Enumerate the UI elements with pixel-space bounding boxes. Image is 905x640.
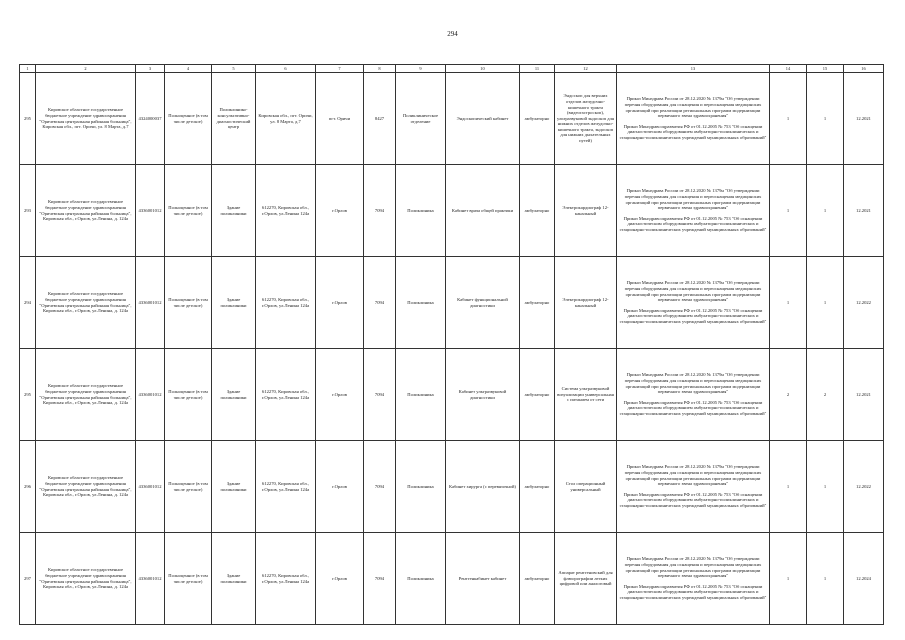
organization-cell: Кировское областное государственное бюджетное учреждение здравоохранения "Оричевская центральная районная больница", Кировская обл., г.Орлов, ул.Ленина, д. 124а	[36, 533, 136, 625]
column-number-header: 2	[36, 65, 136, 73]
quantity-cell: 1	[807, 257, 844, 349]
regulation-order-2: Приказ Минздравсоцразвития РФ от 01.12.2005 № 753 "Об оснащении диагностическим оборудованием амбулаторно-поликлинических и стационарно-поликлинических учреждений муниципальных образований"	[619, 215, 767, 232]
planned-quantity-cell: 1	[770, 533, 807, 625]
column-number-header: 15	[807, 65, 844, 73]
column-number-header: 4	[165, 65, 212, 73]
column-number-header: 1	[20, 65, 36, 73]
department-cell: Поликлиника	[396, 257, 446, 349]
column-number-header: 6	[256, 65, 316, 73]
column-number-header: 9	[396, 65, 446, 73]
room-cell: Эндоскопический кабинет	[446, 73, 520, 165]
address-cell: 612270, Кировская обл., г.Орлов, ул.Ленина 124а	[256, 349, 316, 441]
regulation-cell	[617, 257, 770, 349]
deadline-cell: 12.2021	[844, 165, 884, 257]
organization-cell: Кировское областное государственное бюджетное учреждение здравоохранения "Оричевская центральная районная больница", Кировская обл., г.Орлов, ул.Ленина, д. 124а	[36, 165, 136, 257]
regulation-order-2: Приказ Минздравсоцразвития РФ от 01.12.2005 № 753 "Об оснащении диагностическим оборудованием амбулаторно-поликлинических и стационарно-поликлинических учреждений муниципальных образований"	[619, 491, 767, 508]
building-cell: Здание поликлиники	[212, 441, 256, 533]
care-type-cell: амбулаторно	[520, 441, 555, 533]
planned-quantity-cell: 1	[770, 257, 807, 349]
planned-quantity-cell: 1	[770, 73, 807, 165]
regulation-cell	[617, 441, 770, 533]
equipment-cell: Стол операционный универсальный	[555, 441, 617, 533]
row-number: 297	[20, 533, 36, 625]
equipment-cell: Электрокардиограф 12-канальный	[555, 257, 617, 349]
row-number: 293	[20, 165, 36, 257]
table-row	[20, 73, 884, 165]
row-number: 296	[20, 441, 36, 533]
equipment-registry-table	[19, 64, 884, 625]
equipment-cell: Система ультразвуковой визуализации универсальная с питанием от сети	[555, 349, 617, 441]
quantity-cell: 2	[807, 349, 844, 441]
room-cell: Кабинет функциональной диагностики	[446, 257, 520, 349]
column-number-header: 5	[212, 65, 256, 73]
code-cell: 8427	[364, 73, 396, 165]
building-cell: Поликлинико-консультативно-диагностический центр	[212, 73, 256, 165]
care-type-cell: амбулаторно	[520, 349, 555, 441]
room-cell: Рентгенкабинет кабинет	[446, 533, 520, 625]
care-type-cell: амбулаторно	[520, 257, 555, 349]
table-row	[20, 165, 884, 257]
building-cell: Здание поликлиники	[212, 165, 256, 257]
building-cell: Здание поликлиники	[212, 533, 256, 625]
organization-cell: Кировское областное государственное бюджетное учреждение здравоохранения "Оричевская центральная районная больница", Кировская обл., г.Орлов, ул.Ленина, д. 124а	[36, 441, 136, 533]
department-cell: Поликлиника	[396, 349, 446, 441]
code-cell: 7094	[364, 441, 396, 533]
planned-quantity-cell: 1	[770, 165, 807, 257]
contingent-cell: Полноценное (в том числе детское)	[165, 533, 212, 625]
inn-cell: 4336001012	[136, 533, 165, 625]
room-cell: Кабинет ультразвуковой диагностики	[446, 349, 520, 441]
address-cell: 612270, Кировская обл., г.Орлов, ул.Ленина 124а	[256, 165, 316, 257]
address-cell: 612270, Кировская обл., г.Орлов, ул.Ленина 124а	[256, 533, 316, 625]
column-number-header: 12	[555, 65, 617, 73]
table-row	[20, 257, 884, 349]
equipment-cell: Аппарат рентгеновский для флюорографии легких цифровой или аналоговый	[555, 533, 617, 625]
regulation-cell	[617, 73, 770, 165]
department-cell: Поликлиника	[396, 533, 446, 625]
locality-cell: г.Орлов	[316, 533, 364, 625]
care-type-cell: амбулаторно	[520, 533, 555, 625]
column-number-header: 16	[844, 65, 884, 73]
organization-cell: Кировское областное государственное бюджетное учреждение здравоохранения "Оричевская центральная районная больница", Кировская обл., г.Орлов, ул.Ленина, д. 124а	[36, 257, 136, 349]
address-cell: Кировская обл., пгт. Оричи, ул. 8 Марта, д.7	[256, 73, 316, 165]
column-number-header: 11	[520, 65, 555, 73]
inn-cell: 4336001012	[136, 349, 165, 441]
contingent-cell: Полноценное (в том числе детское)	[165, 257, 212, 349]
code-cell: 7094	[364, 165, 396, 257]
regulation-order-2: Приказ Минздравсоцразвития РФ от 01.12.2005 № 753 "Об оснащении диагностическим оборудованием амбулаторно-поликлинических и стационарно-поликлинических учреждений муниципальных образований"	[619, 307, 767, 324]
locality-cell: пгт. Оричи	[316, 73, 364, 165]
room-cell: Кабинет хирурга (с перевязочной)	[446, 441, 520, 533]
quantity-cell: 1	[807, 441, 844, 533]
department-cell: Поликлиника	[396, 441, 446, 533]
column-number-header: 13	[617, 65, 770, 73]
table-row	[20, 441, 884, 533]
inn-cell: 4336001012	[136, 441, 165, 533]
column-number-header: 8	[364, 65, 396, 73]
regulation-order-1: Приказ Минздрава России от 28.12.2020 № 1379н "Об утверждении перечня оборудования для оснащения и переоснащения медицинских организаций при реализации региональных программ модернизации первичного звена здравоохранения"	[624, 280, 762, 303]
contingent-cell: Полноценное (в том числе детское)	[165, 441, 212, 533]
organization-cell: Кировское областное государственное бюджетное учреждение здравоохранения "Оричевская центральная районная больница", Кировская обл., пгт. Оричи, ул. 8 Марта, д.7	[36, 73, 136, 165]
page-number: 294	[447, 30, 458, 38]
regulation-cell	[617, 349, 770, 441]
contingent-cell: Полноценное (в том числе детское)	[165, 165, 212, 257]
department-cell: Поликлиника	[396, 165, 446, 257]
row-number: 295	[20, 349, 36, 441]
regulation-cell	[617, 533, 770, 625]
code-cell: 7094	[364, 349, 396, 441]
room-cell: Кабинет врача общей практики	[446, 165, 520, 257]
department-cell: Поликлиническое отделение	[396, 73, 446, 165]
care-type-cell: амбулаторно	[520, 73, 555, 165]
address-cell: 612270, Кировская обл., г.Орлов, ул.Ленина 124а	[256, 257, 316, 349]
regulation-order-1: Приказ Минздрава России от 28.12.2020 № 1379н "Об утверждении перечня оборудования для оснащения и переоснащения медицинских организаций при реализации региональных программ модернизации первичного звена здравоохранения"	[624, 556, 762, 579]
regulation-cell	[617, 165, 770, 257]
regulation-order-1: Приказ Минздрава России от 28.12.2020 № 1379н "Об утверждении перечня оборудования для оснащения и переоснащения медицинских организаций при реализации региональных программ модернизации первичного звена здравоохранения"	[624, 464, 762, 487]
column-number-header: 14	[770, 65, 807, 73]
deadline-cell: 12.2022	[844, 257, 884, 349]
inn-cell: 4324000037	[136, 73, 165, 165]
planned-quantity-cell: 2	[770, 349, 807, 441]
deadline-cell: 12.2021	[844, 73, 884, 165]
column-number-header: 10	[446, 65, 520, 73]
regulation-order-1: Приказ Минздрава России от 28.12.2020 № 1379н "Об утверждении перечня оборудования для оснащения и переоснащения медицинских организаций при реализации региональных программ модернизации первичного звена здравоохранения"	[624, 188, 762, 211]
code-cell: 7094	[364, 533, 396, 625]
inn-cell: 4336001012	[136, 257, 165, 349]
building-cell: Здание поликлиники	[212, 257, 256, 349]
locality-cell: г.Орлов	[316, 441, 364, 533]
address-cell: 612270, Кировская обл., г.Орлов, ул.Ленина 124а	[256, 441, 316, 533]
planned-quantity-cell: 1	[770, 441, 807, 533]
column-number-header: 3	[136, 65, 165, 73]
regulation-order-1: Приказ Минздрава России от 28.12.2020 № 1379н "Об утверждении перечня оборудования для оснащения и переоснащения медицинских организаций при реализации региональных программ модернизации первичного звена здравоохранения"	[624, 96, 762, 119]
deadline-cell: 12.2021	[844, 349, 884, 441]
quantity-cell: 1	[807, 165, 844, 257]
locality-cell: г.Орлов	[316, 257, 364, 349]
quantity-cell: 1	[807, 73, 844, 165]
organization-cell: Кировское областное государственное бюджетное учреждение здравоохранения "Оричевская центральная районная больница", Кировская обл., г.Орлов, ул.Ленина, д. 124а	[36, 349, 136, 441]
contingent-cell: Полноценное (в том числе детское)	[165, 73, 212, 165]
regulation-order-2: Приказ Минздравсоцразвития РФ от 01.12.2005 № 753 "Об оснащении диагностическим оборудованием амбулаторно-поликлинических и стационарно-поликлинических учреждений муниципальных образований"	[619, 123, 767, 140]
row-number: 295	[20, 73, 36, 165]
equipment-cell: Электрокардиограф 12-канальный	[555, 165, 617, 257]
table-row	[20, 533, 884, 625]
row-number: 294	[20, 257, 36, 349]
table-row	[20, 349, 884, 441]
deadline-cell: 12.2024	[844, 533, 884, 625]
deadline-cell: 12.2022	[844, 441, 884, 533]
quantity-cell: 1	[807, 533, 844, 625]
column-number-header: 7	[316, 65, 364, 73]
regulation-order-1: Приказ Минздрава России от 28.12.2020 № 1379н "Об утверждении перечня оборудования для оснащения и переоснащения медицинских организаций при реализации региональных программ модернизации первичного звена здравоохранения"	[624, 372, 762, 395]
locality-cell: г.Орлов	[316, 165, 364, 257]
contingent-cell: Полноценное (в том числе детское)	[165, 349, 212, 441]
building-cell: Здание поликлиники	[212, 349, 256, 441]
inn-cell: 4336001012	[136, 165, 165, 257]
column-number-row	[20, 65, 884, 73]
care-type-cell: амбулаторно	[520, 165, 555, 257]
equipment-cell: Эндоскоп для верхних отделов желудочно-кишечного тракта (видеогастроскоп), ультразвуковой эндоскоп для нижних отделов желудочно-кишечного тракта, эндоскоп для нижних дыхательных путей)	[555, 73, 617, 165]
regulation-order-2: Приказ Минздравсоцразвития РФ от 01.12.2005 № 753 "Об оснащении диагностическим оборудованием амбулаторно-поликлинических и стационарно-поликлинических учреждений муниципальных образований"	[619, 583, 767, 600]
code-cell: 7094	[364, 257, 396, 349]
locality-cell: г.Орлов	[316, 349, 364, 441]
regulation-order-2: Приказ Минздравсоцразвития РФ от 01.12.2005 № 753 "Об оснащении диагностическим оборудованием амбулаторно-поликлинических и стационарно-поликлинических учреждений муниципальных образований"	[619, 399, 767, 416]
